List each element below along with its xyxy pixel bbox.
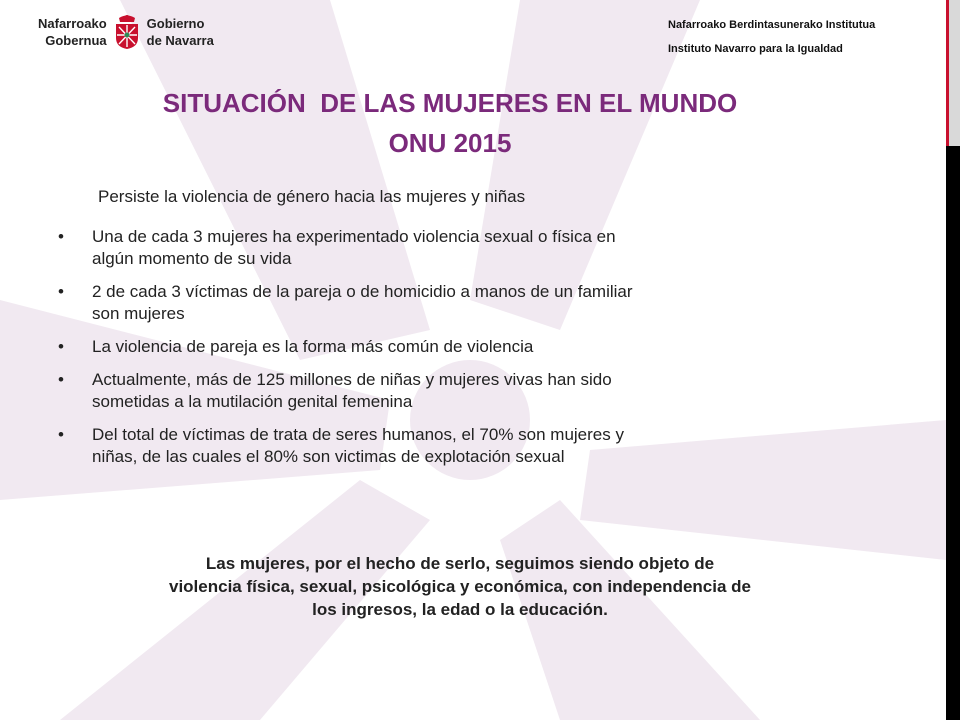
slide-title: SITUACIÓN DE LAS MUJERES EN EL MUNDO	[162, 88, 738, 118]
list-item	[58, 424, 848, 468]
list-item-line: sometidas a la mutilación genital femenina	[92, 392, 413, 411]
bullet-icon: •	[58, 337, 64, 356]
logo-text-spanish-line1: Gobierno	[146, 16, 205, 31]
list-item-line: La violencia de pareja es la forma más común de violencia	[92, 337, 534, 356]
navarra-shield-icon	[113, 14, 141, 50]
list-item-line: Actualmente, más de 125 millones de niñas y mujeres vivas han sido	[92, 370, 612, 389]
list-item	[58, 226, 848, 270]
list-item-line: Del total de víctimas de trata de seres humanos, el 70% son mujeres y	[92, 425, 624, 444]
list-item-line: son mujeres	[92, 304, 185, 323]
bullet-icon: •	[58, 227, 64, 246]
bullet-icon: •	[58, 282, 64, 301]
logo-text-basque-line1: Nafarroako	[38, 16, 107, 31]
conclusion-statement	[40, 552, 880, 621]
intro-text: Persiste la violencia de género hacia las mujeres y niñas	[98, 187, 526, 206]
list-item-line: 2 de cada 3 víctimas de la pareja o de homicidio a manos de un familiar	[92, 282, 633, 301]
bullet-list	[58, 226, 848, 479]
government-logo	[38, 14, 214, 50]
list-item	[58, 336, 848, 358]
logo-text-basque-line2: Gobernua	[45, 33, 107, 48]
slide-subtitle: ONU 2015	[388, 128, 512, 158]
list-item	[58, 369, 848, 413]
conclusion-line: Las mujeres, por el hecho de serlo, seguimos siendo objeto de	[205, 554, 715, 573]
logo-text-spanish-line2: de Navarra	[146, 33, 214, 48]
right-edge-red-line	[946, 0, 960, 146]
list-item-line: algún momento de su vida	[92, 249, 292, 268]
logo-text-basque	[38, 15, 107, 49]
conclusion-line: los ingresos, la edad o la educación.	[312, 600, 608, 619]
bullet-icon: •	[58, 425, 64, 444]
bullet-icon: •	[58, 370, 64, 389]
institute-name-basque: Nafarroako Berdintasunerako Institutua	[668, 19, 876, 31]
list-item-line: niñas, de las cuales el 80% son victimas de explotación sexual	[92, 447, 565, 466]
list-item-line: Una de cada 3 mujeres ha experimentado violencia sexual o física en	[92, 227, 616, 246]
conclusion-line: violencia física, sexual, psicológica y económica, con independencia de	[169, 577, 751, 596]
logo-text-spanish	[147, 15, 214, 49]
institute-name	[668, 18, 875, 66]
list-item	[58, 281, 848, 325]
institute-name-spanish: Instituto Navarro para la Igualdad	[668, 43, 843, 55]
